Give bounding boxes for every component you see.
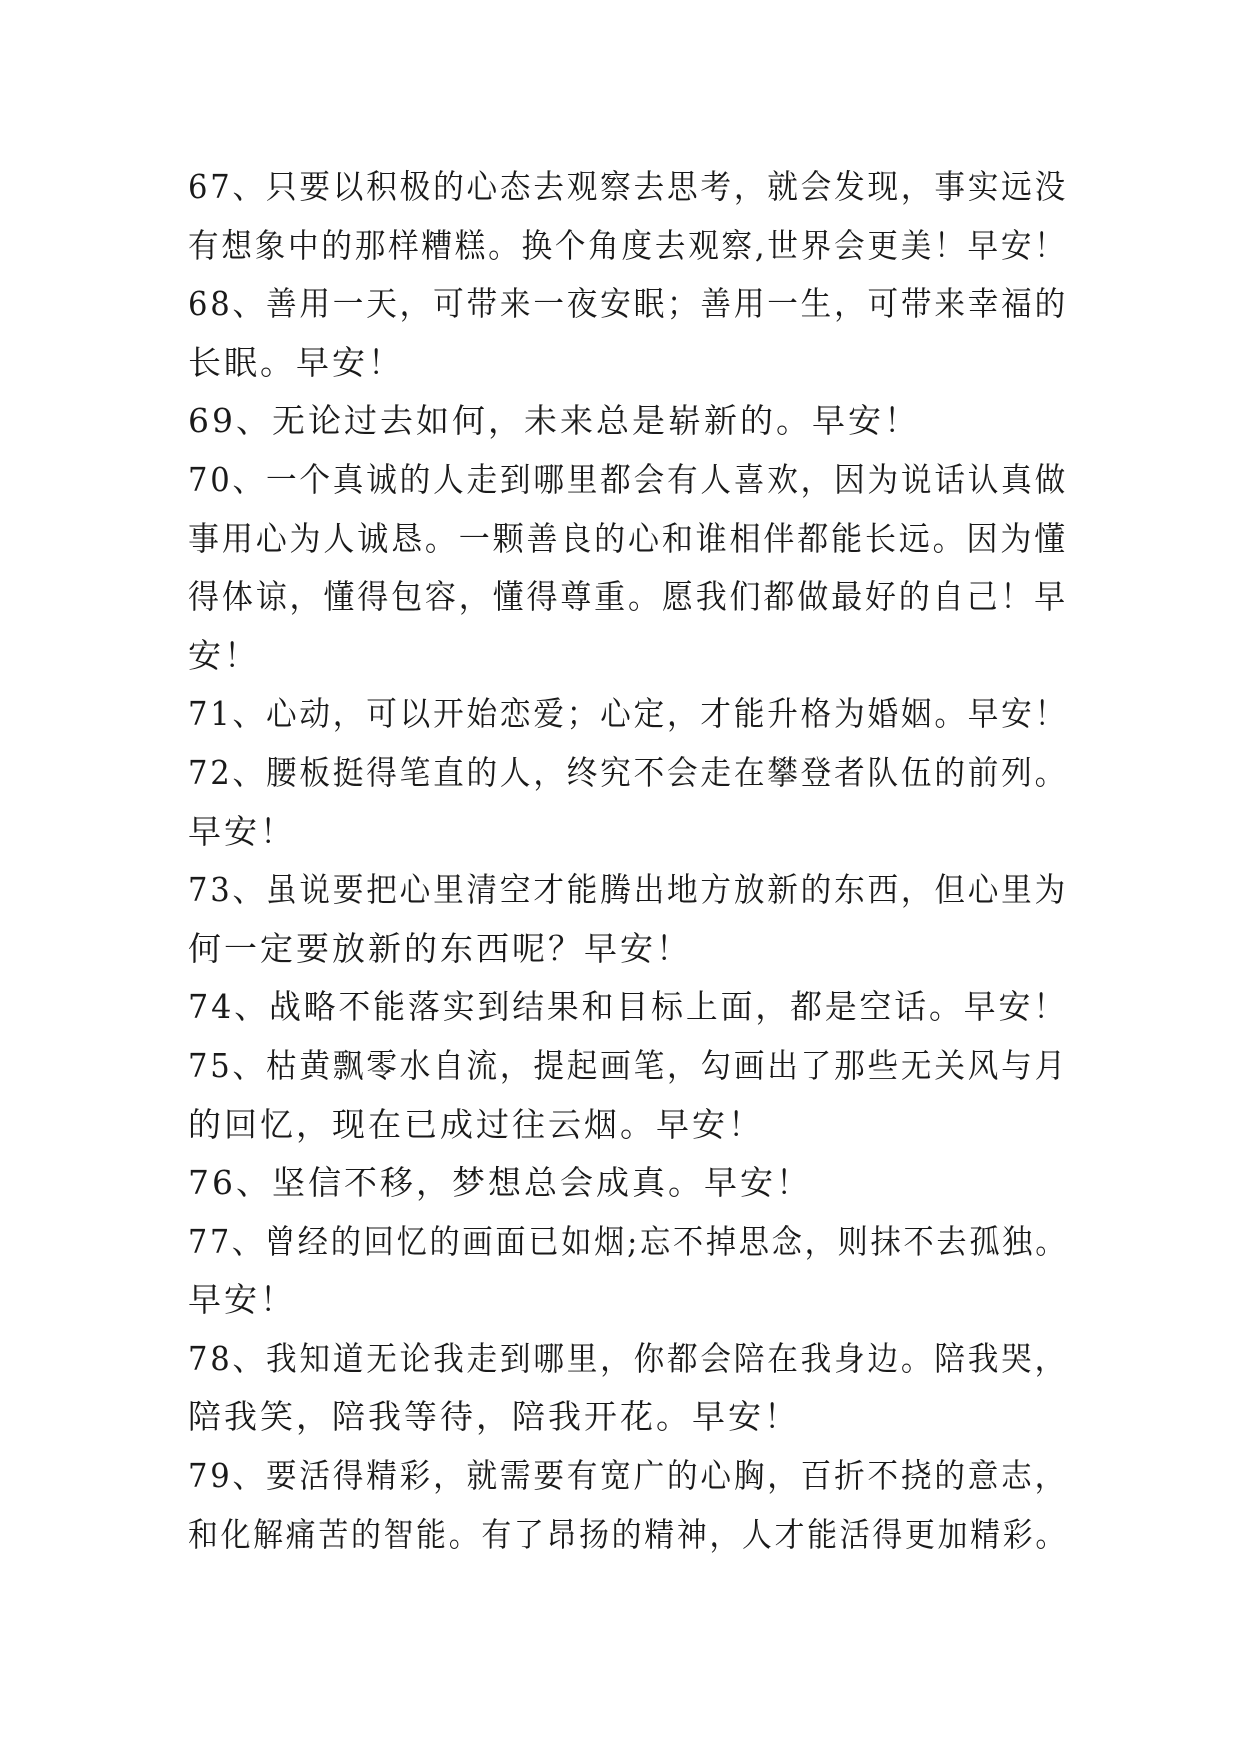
text-line: 70、一个真诚的人走到哪里都会有人喜欢，因为说话认真做 <box>188 459 1069 499</box>
text-line: 早安！ <box>188 811 296 851</box>
text-line: 得体谅，懂得包容，懂得尊重。愿我们都做最好的自己！早 <box>188 577 1069 617</box>
text-line: 79、要活得精彩，就需要有宽广的心胸，百折不挠的意志， <box>188 1456 1069 1496</box>
text-line: 72、腰板挺得笔直的人，终究不会走在攀登者队伍的前列。 <box>188 752 1069 792</box>
text-line: 陪我笑，陪我等待，陪我开花。早安！ <box>188 1397 800 1437</box>
text-line: 安！ <box>188 635 260 675</box>
text-line: 69、无论过去如何，未来总是崭新的。早安！ <box>188 401 920 441</box>
document-body <box>188 158 1068 1564</box>
text-line: 74、战略不能落实到结果和目标上面，都是空话。早安！ <box>188 987 1068 1027</box>
text-line: 有想象中的那样糟糕。换个角度去观察,世界会更美！早安！ <box>188 225 1068 265</box>
text-line: 早安！ <box>188 1280 296 1320</box>
text-line: 长眠。早安！ <box>188 342 404 382</box>
text-line: 事用心为人诚恳。一颗善良的心和谁相伴都能长远。因为懂 <box>188 518 1069 558</box>
text-line: 何一定要放新的东西呢？早安！ <box>188 928 692 968</box>
text-line: 68、善用一天，可带来一夜安眠；善用一生，可带来幸福的 <box>188 284 1069 324</box>
text-line: 67、只要以积极的心态去观察去思考，就会发现，事实远没 <box>188 167 1069 206</box>
text-line: 73、虽说要把心里清空才能腾出地方放新的东西，但心里为 <box>188 870 1069 910</box>
text-line: 77、曾经的回忆的画面已如烟;忘不掉思念，则抹不去孤独。 <box>188 1221 1069 1261</box>
text-line: 78、我知道无论我走到哪里，你都会陪在我身边。陪我哭， <box>188 1338 1069 1378</box>
text-line: 75、枯黄飘零水自流，提起画笔，勾画出了那些无关风与月 <box>188 1045 1069 1085</box>
text-line: 76、坚信不移，梦想总会成真。早安！ <box>188 1163 812 1203</box>
text-line: 71、心动，可以开始恋爱；心定，才能升格为婚姻。早安！ <box>188 694 1069 734</box>
text-line: 的回忆，现在已成过往云烟。早安！ <box>188 1104 764 1144</box>
text-line: 和化解痛苦的智能。有了昂扬的精神，人才能活得更加精彩。 <box>188 1514 1068 1554</box>
